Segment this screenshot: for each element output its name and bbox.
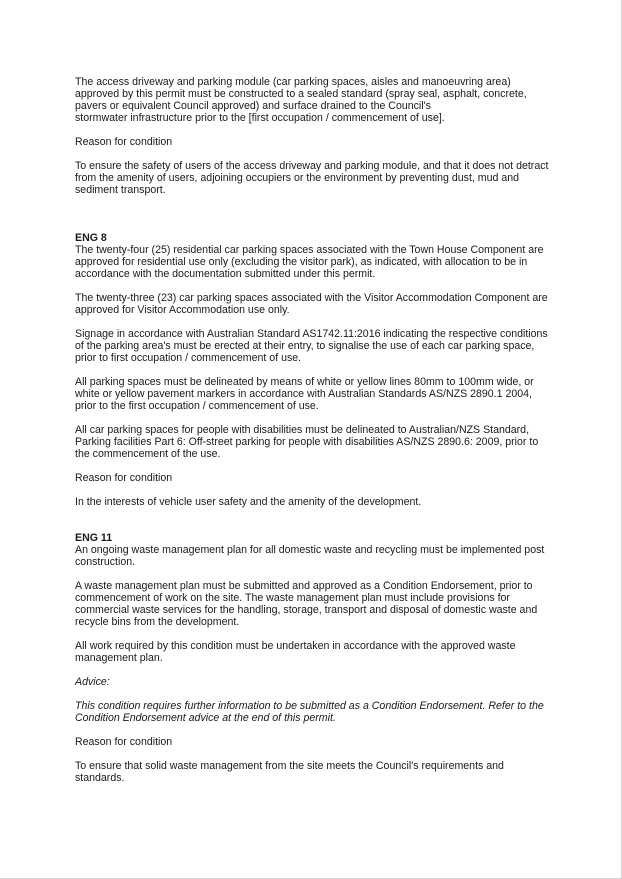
intro-paragraph-1: The access driveway and parking module (car parking spaces, aisles and manoeuvring area) approved by this permit must be constructed to a sealed standard (spray seal, asphalt, concrete, pavers or equivalent Council approved) and surface drained to the Council's stormwater infrastructure prior to the [first occupation / commencement of use]. [75,76,527,124]
eng8-paragraph-2: The twenty-three (23) car parking spaces associated with the Visitor Accommodation Component are approved for Visitor Accommodation use only. [75,292,548,316]
eng8-paragraph-1: The twenty-four (25) residential car parking spaces associated with the Town House Component are approved for residential use only (excluding the visitor park), as indicated, with allocation to be in accordance with the documentation submitted under this permit. [75,244,544,280]
eng8-reason-label: Reason for condition [75,472,173,484]
eng8-paragraph-3: Signage in accordance with Australian Standard AS1742.11:2016 indicating the respective conditions of the parking area's must be erected at their entry, to signalise the use of each car parking space, prior to first occupation / commencement of use. [75,328,548,364]
document-body [75,76,550,796]
eng11-paragraph-3: All work required by this condition must be undertaken in accordance with the approved waste management plan. [75,640,516,664]
intro-reason-text: To ensure the safety of users of the access driveway and parking module, and that it does not detract from the amenity of users, adjoining occupiers or the environment by preventing dust, mud and sediment transport. [75,160,549,196]
eng11-advice-label: Advice: [75,676,110,688]
eng11-paragraph-2: A waste management plan must be submitted and approved as a Condition Endorsement, prior to commencement of work on the site. The waste management plan must include provisions for commercial waste services for the handling, storage, transport and disposal of domestic waste and recycle bins from the development. [75,580,538,628]
eng11-heading: ENG 11 [75,532,113,544]
eng11-reason-text: To ensure that solid waste management from the site meets the Council's requirements and standards. [75,760,504,784]
section-spacer [75,520,550,532]
section-spacer [75,208,550,232]
eng8-reason-text: In the interests of vehicle user safety and the amenity of the development. [75,496,422,508]
eng11-reason-label: Reason for condition [75,736,173,748]
eng8-heading: ENG 8 [75,232,107,244]
eng8-paragraph-5: All car parking spaces for people with disabilities must be delineated to Australian/NZS Standard, Parking facilities Part 6: Off-street parking for people with disabilities AS/NZS 2890.6: 2009, prior to the commencement of the use. [75,424,539,460]
eng8-paragraph-4: All parking spaces must be delineated by means of white or yellow lines 80mm to 100mm wide, or white or yellow pavement markers in accordance with Australian Standards AS/NZS 2890.1 2004, prior to the first occupation / commencement of use. [75,376,534,412]
eng11-advice-text: This condition requires further information to be submitted as a Condition Endorsement. Refer to the Condition Endorsement advice at the end of this permit. [75,700,544,724]
eng11-paragraph-1: An ongoing waste management plan for all domestic waste and recycling must be implemented post construction. [75,544,545,568]
intro-reason-label: Reason for condition [75,136,173,148]
